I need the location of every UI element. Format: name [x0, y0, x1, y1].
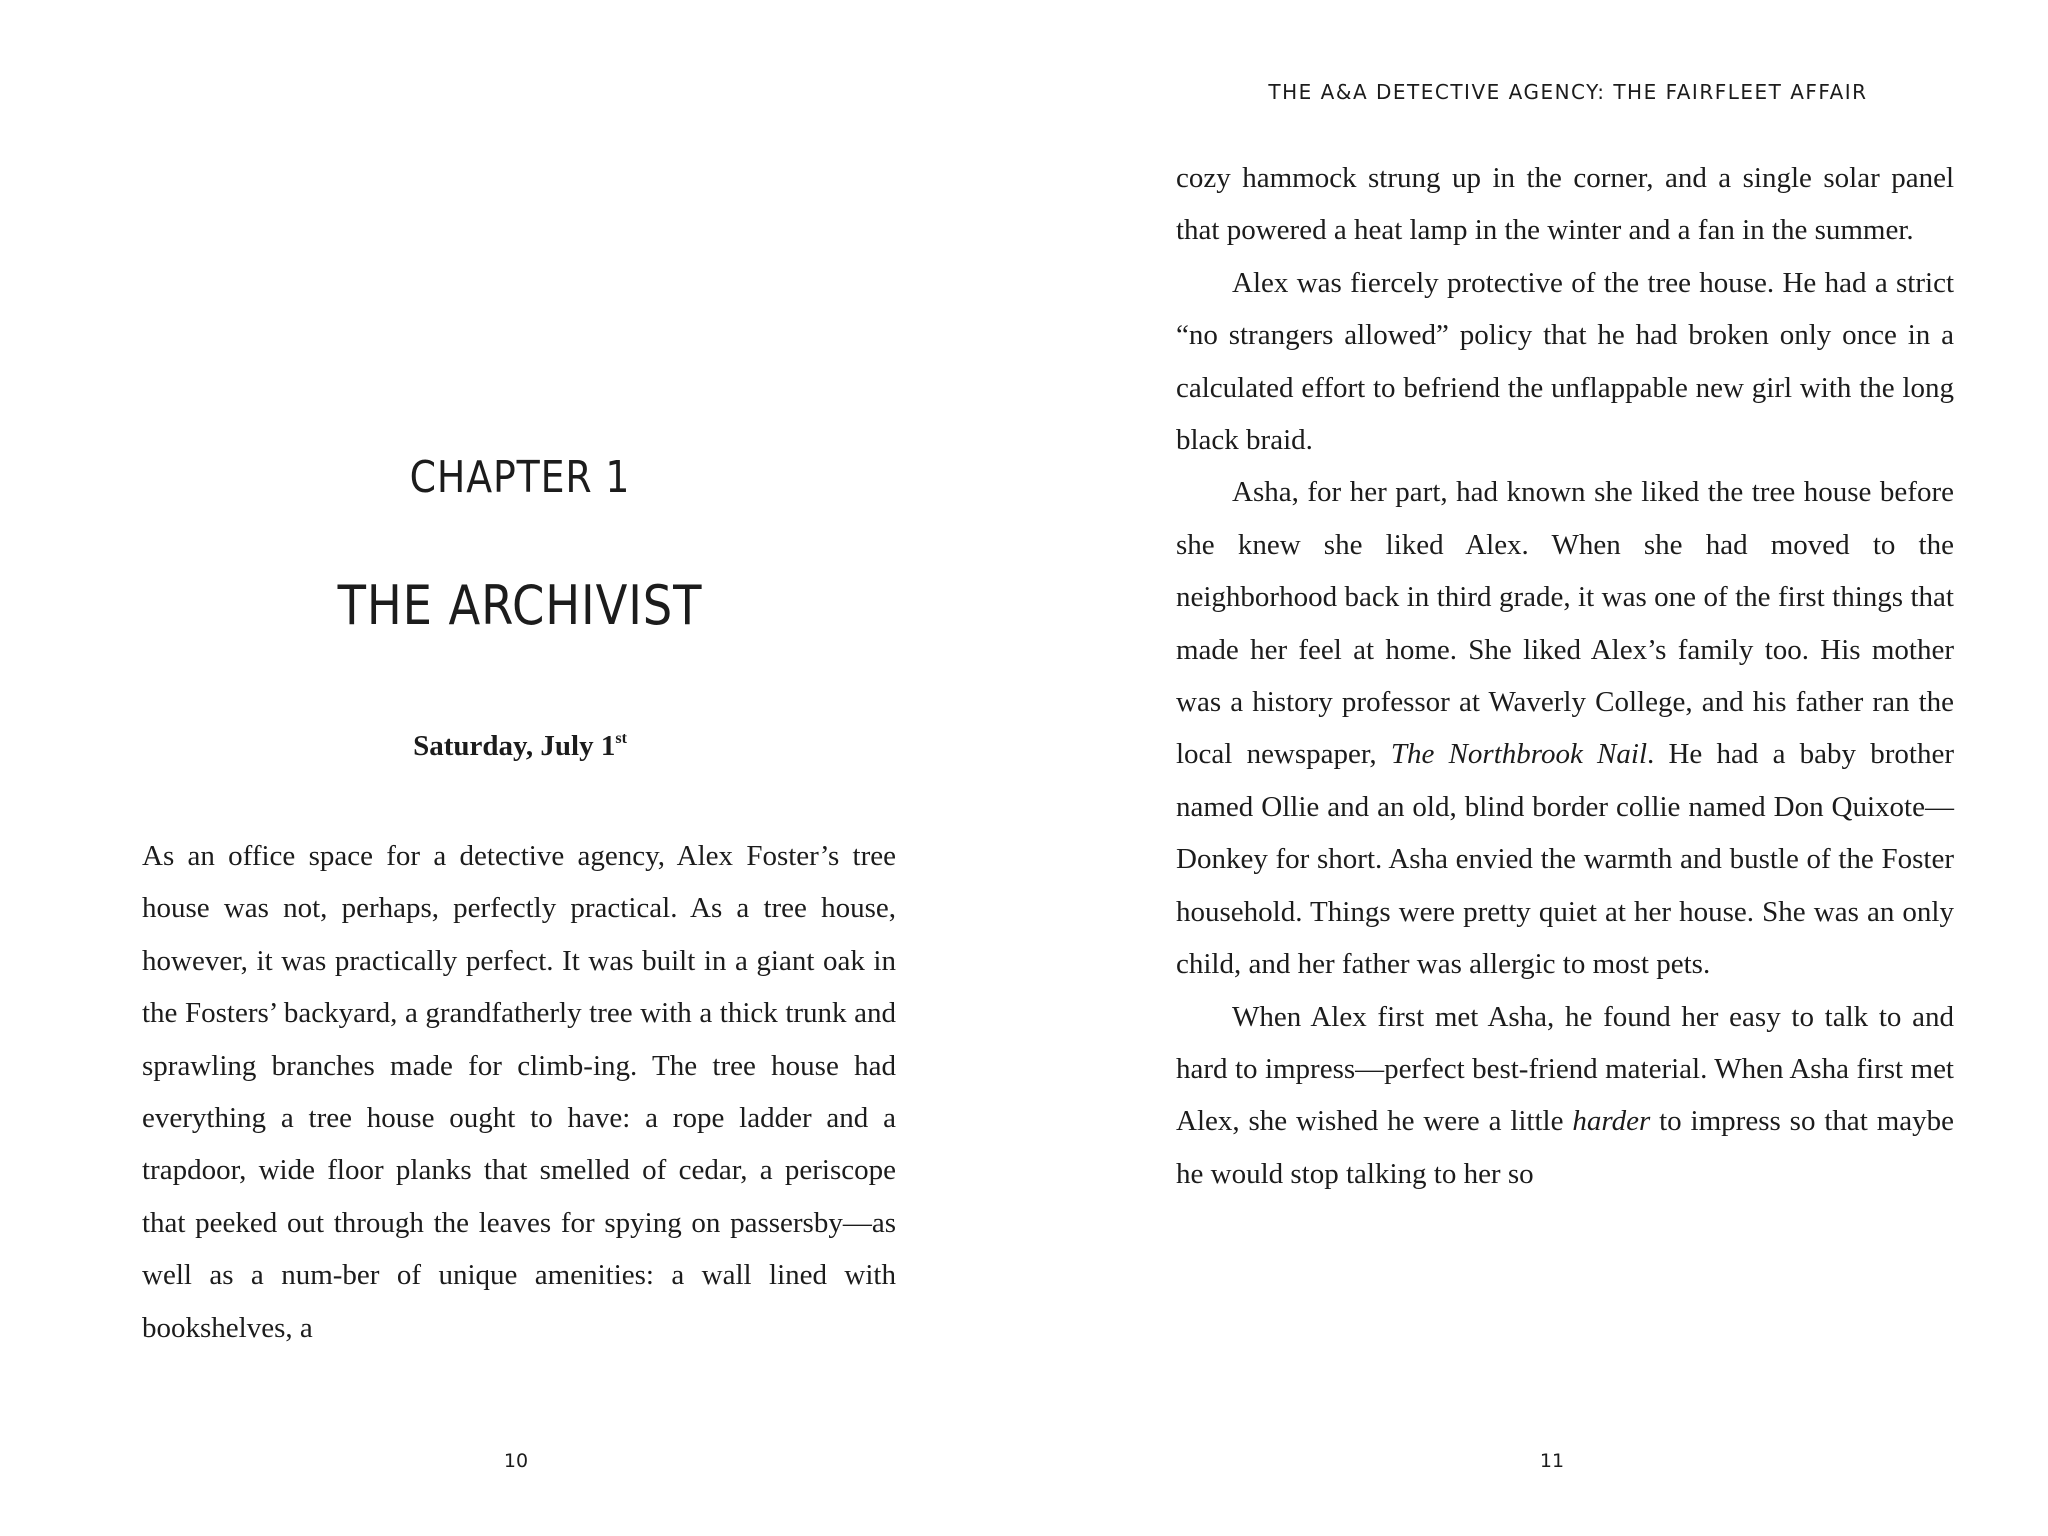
left-body-text [142, 830, 896, 1354]
chapter-number: CHAPTER 1 [409, 452, 631, 503]
right-body-text [1176, 152, 1954, 1200]
running-head: THE A&A DETECTIVE AGENCY: THE FAIRFLEET AFFAIR [1268, 80, 1868, 104]
right-paragraph-2: Alex was fiercely protective of the tree house. He had a strict “no strangers allowed” policy that he had broken only once in a calculated effort to befriend the unflappable new girl with the long black braid. [1176, 266, 1954, 457]
right-page [1024, 0, 2048, 1536]
chapter-date-text: Saturday, July 1 [413, 730, 616, 762]
chapter-date [0, 730, 1040, 763]
left-paragraph: As an office space for a detective agency, Alex Foster’s tree house was not, perhaps, perfectly practical. As a tree house, however, it was practically perfect. It was built in a giant oak in the Fosters’ backyard, a grandfatherly tree with a thick trunk and sprawling branches made for climb-ing. The tree house had everything a tree house ought to have: a rope ladder and a trapdoor, wide floor planks that smelled of cedar, a periscope that peeked out through the leaves for spying on passersby—as well as a num-ber of unique amenities: a wall lined with bookshelves, a [142, 840, 896, 1344]
paragraph-3-start: Asha, for her part, had known she liked the tree house before she knew she liked Alex. When she had moved to the neighborhood back in third grade, it was one of the first things that made her feel at home. She liked Alex’s family too. His mother was a history professor at Waverly College, and his father ran the local newspaper, [1176, 476, 1954, 771]
paragraph-4-end: to impress so that maybe he would stop talking to her so [1176, 1105, 1954, 1190]
paragraph-3-end: . He had a baby brother named Ollie and an old, blind border collie named Don Quixote—Donkey for short. Asha envied the warmth and bustle of the Foster household. Things were pretty quiet at her house. She was an only child, and her father was allergic to most pets. [1176, 738, 1954, 981]
newspaper-title: The Northbrook Nail [1390, 738, 1648, 771]
chapter-date-suffix: st [615, 730, 627, 747]
chapter-title: THE ARCHIVIST [337, 574, 703, 637]
right-paragraph-3 [1176, 466, 1954, 990]
page-number-left: 10 [503, 1450, 529, 1472]
right-paragraph-4 [1176, 991, 1954, 1201]
page-number-right: 11 [1539, 1450, 1565, 1472]
emphasis-harder: harder [1572, 1105, 1651, 1138]
right-paragraph-1: cozy hammock strung up in the corner, and a single solar panel that powered a heat lamp in the winter and a fan in the summer. [1176, 162, 1954, 247]
paragraph-4-start: When Alex first met Asha, he found her easy to talk to and hard to impress—perfect best-friend material. When Asha first met Alex, she wished he were a little [1176, 1000, 1954, 1138]
